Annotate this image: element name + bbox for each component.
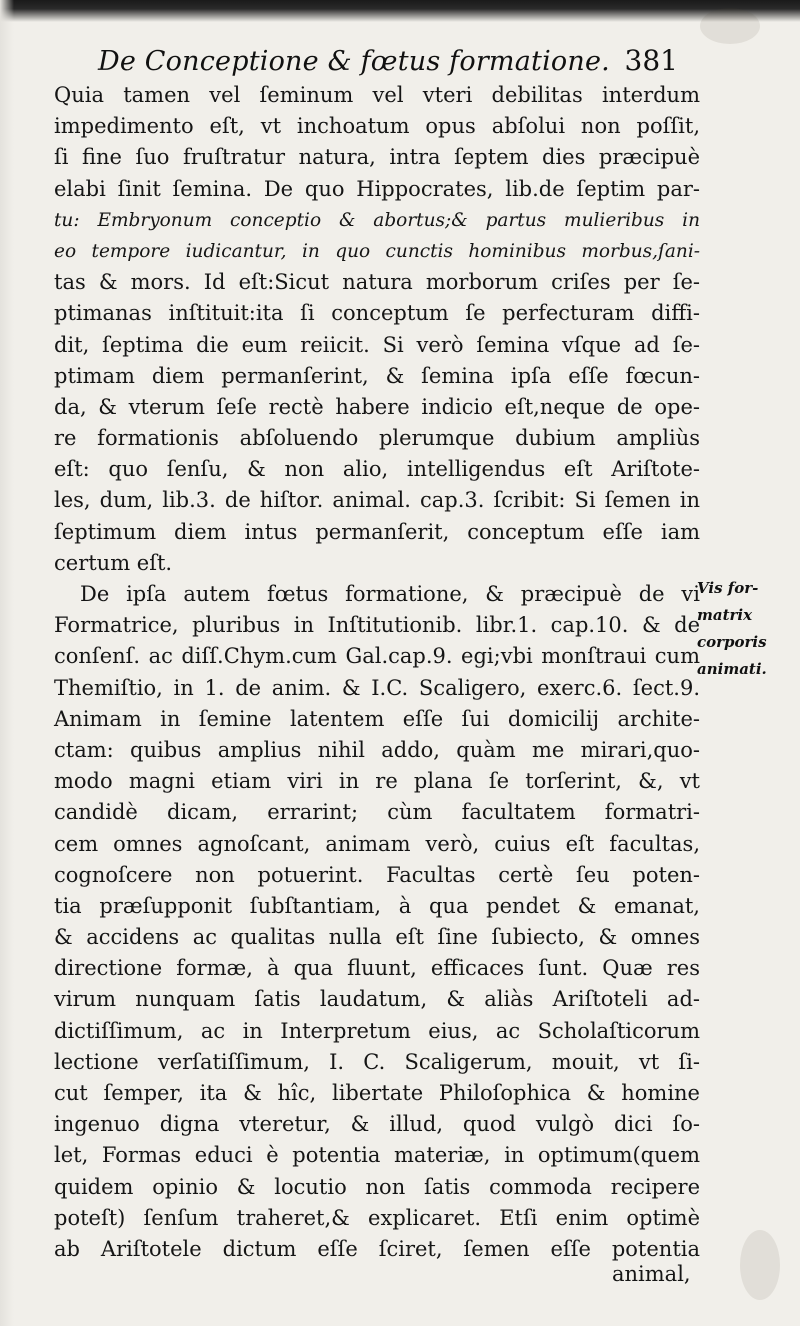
page-number: 381 (624, 44, 678, 77)
text-line: candidè dicam, errarint; cùm facultatem formatri- (54, 800, 700, 825)
margin-note-line: Vis for- (697, 579, 759, 597)
catchword: animal, (612, 1262, 691, 1286)
text-line: tia præſupponit ſubſtantiam, à qua pendet & emanat, (54, 893, 700, 918)
body-text (54, 80, 700, 1265)
text-line: conſenſ. ac diſſ.Chym.cum Gal.cap.9. egi;vbi monſtraui cum (54, 644, 700, 669)
text-line: Formatrice, pluribus in Inſtitutionib. libr.1. cap.10. & de (54, 613, 700, 638)
text-line: quidem opinio & locutio non ſatis commoda recipere (54, 1174, 700, 1199)
text-line: ctam: quibus amplius nihil addo, quàm me mirari,quo- (54, 737, 700, 762)
margin-note-line: corporis (697, 633, 767, 651)
text-line: dictiſſimum, ac in Interpretum eius, ac Scholaſticorum (54, 1018, 700, 1043)
text-line: cut ſemper, ita & hîc, libertate Philoſophica & homine (54, 1081, 700, 1105)
text-line: ſeptimum diem intus permanſerit, conceptum eſſe iam (54, 519, 700, 544)
paper-stain (700, 8, 760, 44)
text-line: re formationis abſoluendo plerumque dubium ampliùs (54, 426, 700, 451)
text-line: elabi ſinit ſemina. De quo Hippocrates, lib.de ſeptim par- (54, 176, 700, 201)
text-line: ſi fine ſuo fruſtratur natura, intra ſeptem dies præcipuè (54, 145, 700, 170)
text-line: Animam in ſemine latentem eſſe ſui domicilij archite- (54, 706, 700, 731)
text-line: ptimanas inſtituit:ita ſi conceptum ſe perfecturam diffi- (54, 301, 700, 326)
page-left-edge (0, 0, 14, 1326)
text-line: dit, ſeptima die eum reiicit. Si verò ſemina vſque ad ſe- (54, 332, 700, 357)
paper-stain (740, 1230, 780, 1300)
text-line: virum nunquam ſatis laudatum, & aliàs Ariſtoteli ad- (54, 987, 700, 1012)
page-top-shadow (0, 0, 800, 22)
text-line: les, dum, lib.3. de hiſtor. animal. cap.3. ſcribit: Si ſemen in (54, 488, 700, 513)
text-line: lectione verſatiſſimum, I. C. Scaligerum, mouit, vt ſi- (54, 1049, 700, 1074)
text-line: eo tempore iudicantur, in quo cunctis hominibus morbus,ſani- (54, 240, 700, 262)
text-line: da, & vterum ſeſe rectè habere indicio eſt,neque de ope- (54, 394, 700, 419)
text-line: cognoſcere non potuerint. Facultas certè ſeu poten- (54, 862, 700, 887)
text-line: tu: Embryonum conceptio & abortus;& partus mulieribus in (54, 209, 700, 231)
text-line: De ipſa autem fœtus formatione, & præcipuè de vi (80, 582, 700, 606)
text-line: poteſt) ſenſum traheret,& explicaret. Etſi enim optimè (54, 1205, 700, 1230)
text-line: let, Formas educi è potentia materiæ, in optimum(quem (54, 1143, 700, 1168)
margin-note (697, 575, 797, 683)
text-line: Themiſtio, in 1. de anim. & I.C. Scaligero, exerc.6. ſect.9. (54, 675, 700, 700)
running-title: De Conceptione & fœtus formatione. (98, 46, 610, 77)
margin-note-line: matrix (697, 606, 753, 624)
text-line: & accidens ac qualitas nulla eſt ſine ſubiecto, & omnes (54, 925, 700, 950)
text-line: ptimam diem permanſerint, & ſemina ipſa eſſe fœcun- (54, 363, 700, 388)
text-line: modo magni etiam viri in re plana ſe torſerint, &, vt (54, 769, 700, 794)
margin-note-line: animati. (697, 660, 767, 678)
text-line: eſt: quo ſenſu, & non alio, intelligendus eſt Ariſtote- (54, 457, 700, 482)
text-line: impedimento eſt, vt inchoatum opus abſolui non poſſit, (54, 114, 700, 139)
text-line: ab Ariſtotele dictum eſſe ſciret, ſemen eſſe potentia (54, 1236, 700, 1261)
text-line: directione formæ, à qua fluunt, efficaces ſunt. Quæ res (54, 956, 700, 981)
text-line: Quia tamen vel ſeminum vel vteri debilitas interdum (54, 83, 700, 107)
text-line: tas & mors. Id eſt:Sicut natura morborum criſes per ſe- (54, 270, 700, 295)
text-line: certum eſt. (54, 550, 173, 575)
text-line: ingenuo digna vteretur, & illud, quod vulgò dici ſo- (54, 1112, 700, 1137)
text-line: cem omnes agnoſcant, animam verò, cuius eſt facultas, (54, 831, 700, 856)
